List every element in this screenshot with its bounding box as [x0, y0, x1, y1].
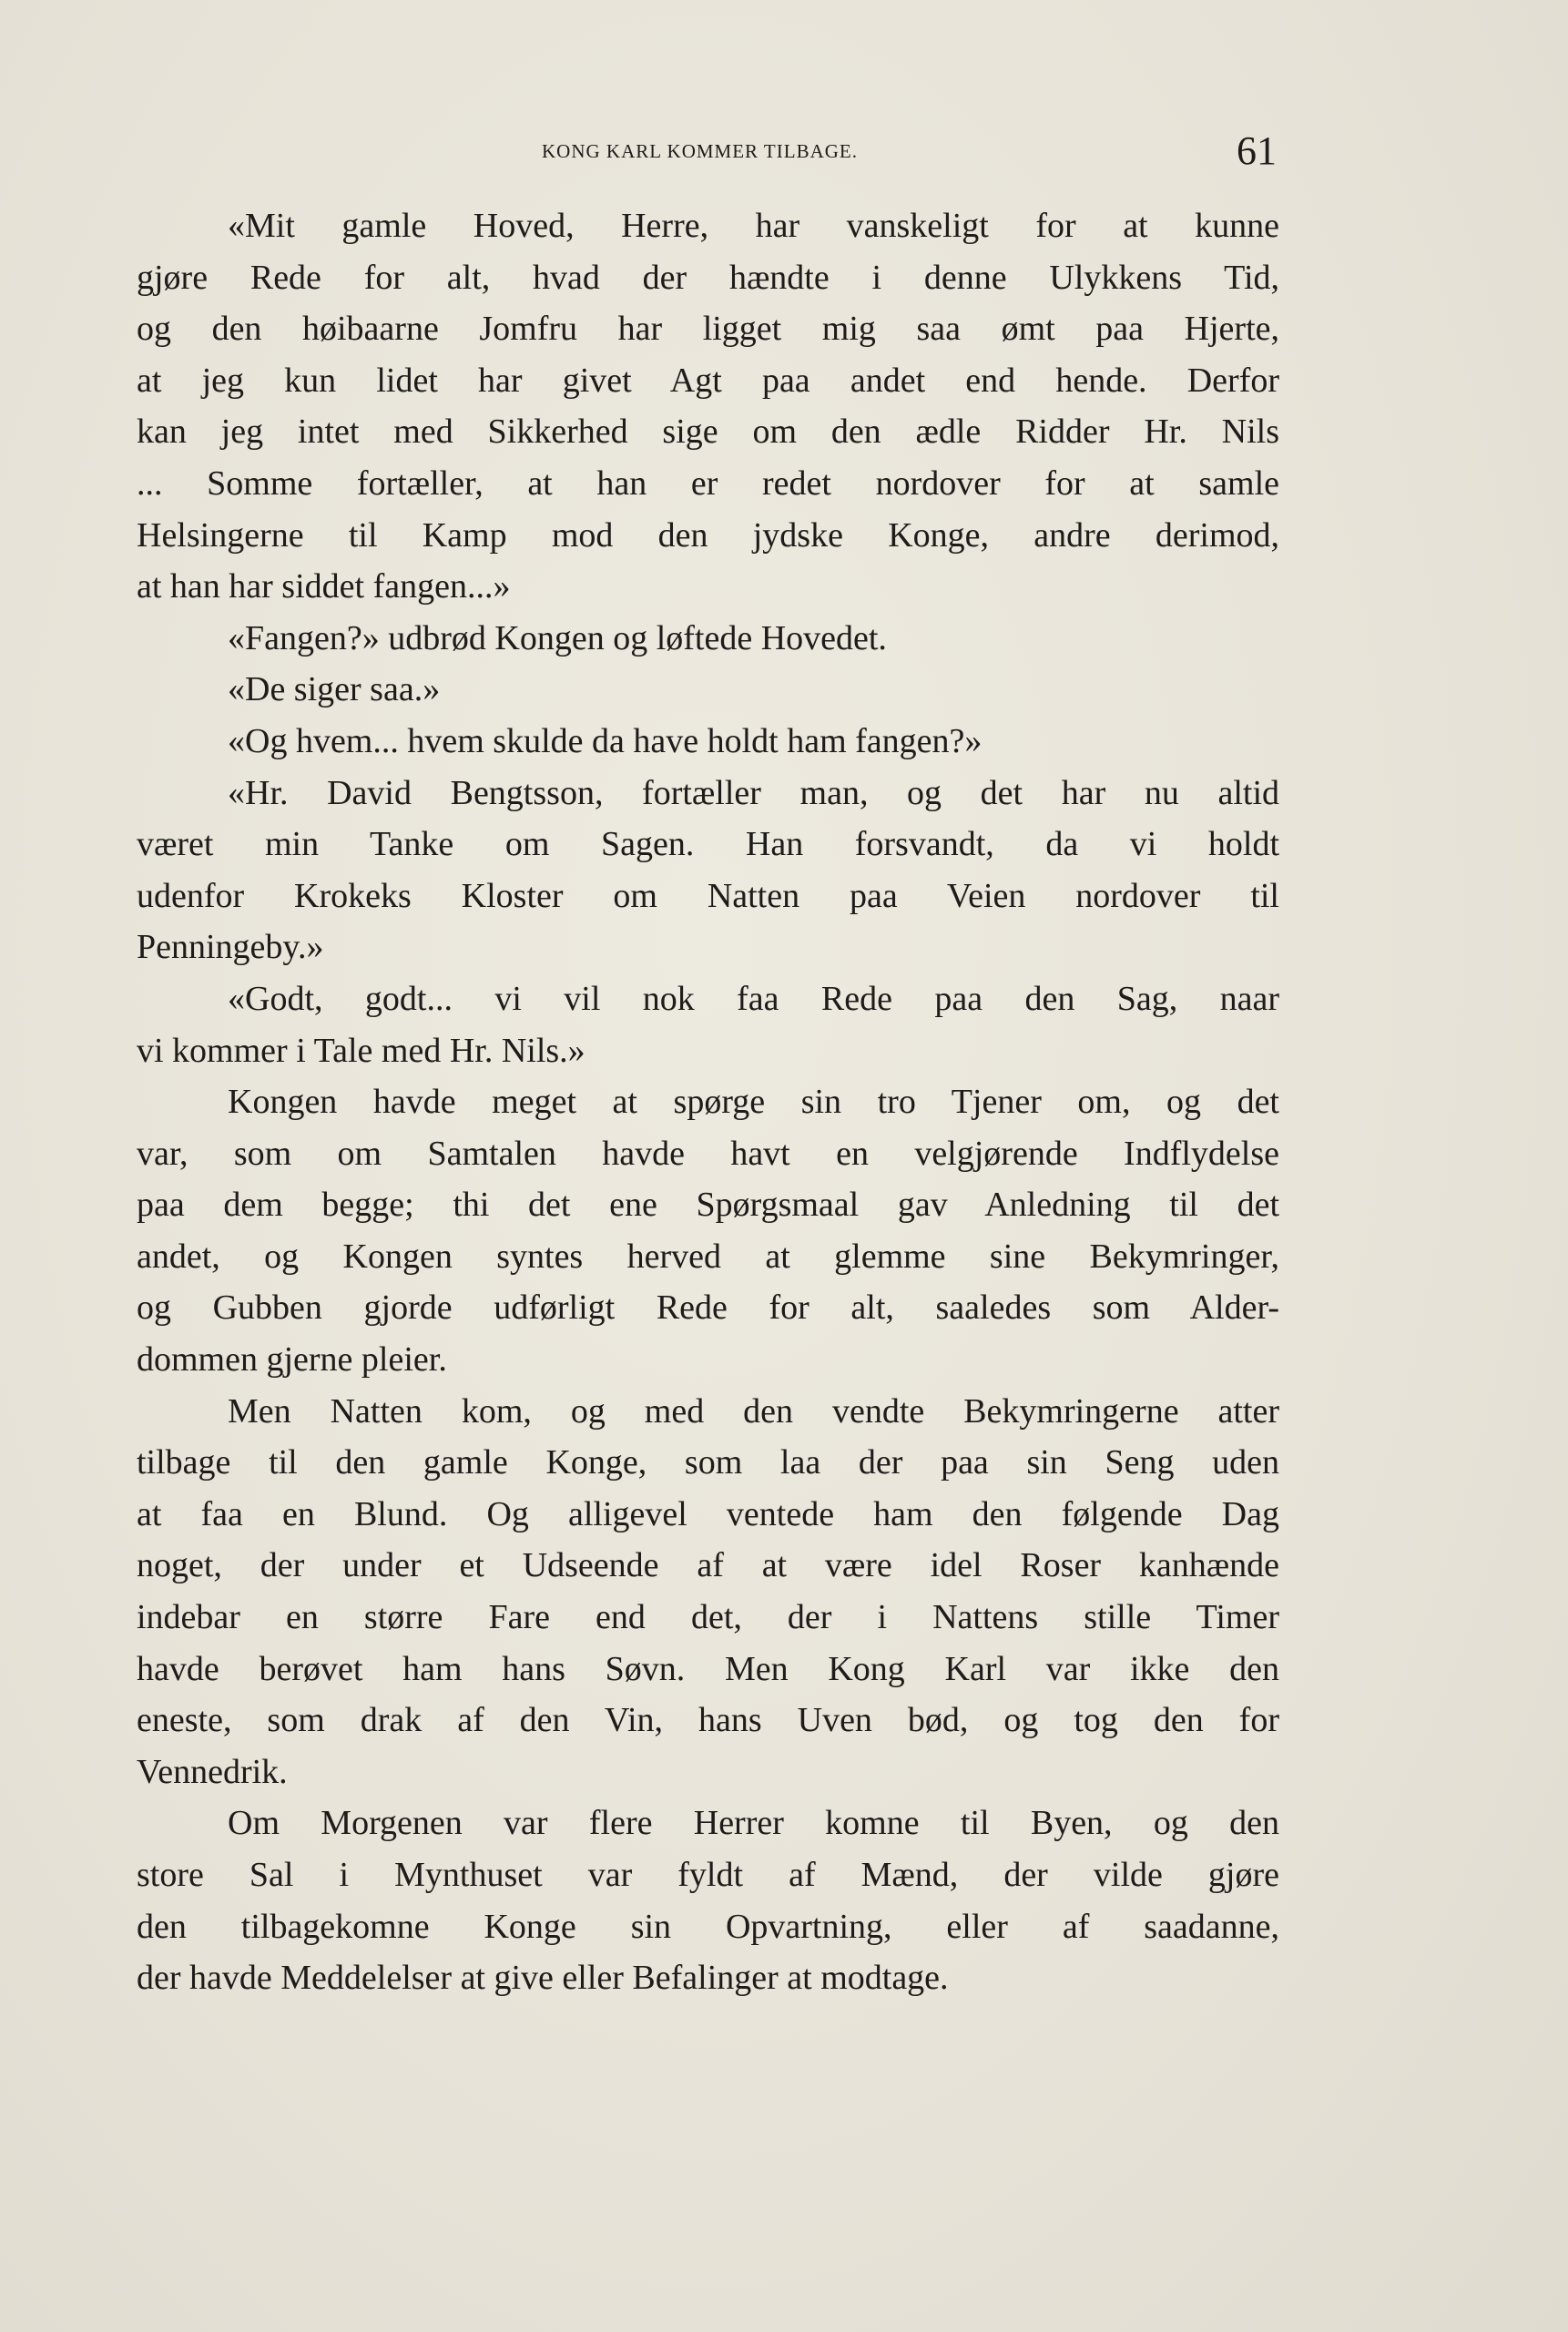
text-line: havde berøvet ham hans Søvn. Men Kong Karl var ikke den — [137, 1649, 1279, 1688]
text-line: den tilbagekomne Konge sin Opvartning, eller af saadanne, — [137, 1907, 1279, 1946]
text-line: indebar en større Fare end det, der i Nattens stille Timer — [137, 1598, 1279, 1637]
text-line: og Gubben gjorde udførligt Rede for alt, saaledes som Alder- — [137, 1288, 1279, 1328]
page-header — [137, 127, 1284, 182]
text-line: paa dem begge; thi det ene Spørgsmaal gav Anledning til det — [137, 1186, 1279, 1225]
text-line: Om Morgenen var flere Herrer komne til Byen, og den — [228, 1804, 1279, 1843]
page-number: 61 — [1237, 128, 1277, 173]
text-line: andet, og Kongen syntes herved at glemme sine Bekymringer, — [137, 1237, 1279, 1276]
text-line: at han har siddet fangen...» — [137, 567, 511, 606]
text-line: Helsingerne til Kamp mod den jydske Konge, andre derimod, — [137, 515, 1279, 555]
text-line: og den høibaarne Jomfru har ligget mig saa ømt paa Hjerte, — [137, 310, 1279, 349]
text-line: «Hr. David Bengtsson, fortæller man, og det har nu altid — [228, 773, 1279, 812]
text-line: Vennedrik. — [137, 1752, 288, 1791]
text-line: Men Natten kom, og med den vendte Bekymringerne atter — [228, 1391, 1279, 1431]
text-line: store Sal i Mynthuset var fyldt af Mænd, der vilde gjøre — [137, 1856, 1279, 1894]
text-line: vi kommer i Tale med Hr. Nils.» — [137, 1031, 585, 1070]
text-line: «Mit gamle Hoved, Herre, har vanskeligt for at kunne — [228, 207, 1279, 245]
text-line: at jeg kun lidet har givet Agt paa andet end hende. Derfor — [137, 361, 1279, 400]
text-line: ... Somme fortæller, at han er redet nordover for at samle — [137, 463, 1279, 503]
text-line: været min Tanke om Sagen. Han forsvandt, da vi holdt — [137, 825, 1279, 864]
running-title: KONG KARL KOMMER TILBAGE. — [542, 140, 858, 162]
text-line: eneste, som drak af den Vin, hans Uven bød, og tog den for — [137, 1701, 1279, 1740]
text-line: «Godt, godt... vi vil nok faa Rede paa den Sag, naar — [228, 979, 1279, 1018]
text-line: at faa en Blund. Og alligevel ventede ham den følgende Dag — [137, 1494, 1279, 1533]
text-line: tilbage til den gamle Konge, som laa der paa sin Seng uden — [137, 1443, 1279, 1482]
text-line: var, som om Samtalen havde havt en velgjørende Indflydelse — [137, 1134, 1279, 1173]
text-line: «De siger saa.» — [228, 670, 441, 709]
text-line: kan jeg intet med Sikkerhed sige om den ædle Ridder Hr. Nils — [137, 412, 1279, 452]
body-text — [137, 200, 1279, 2004]
text-line: der havde Meddelelser at give eller Befalinger at modtage. — [137, 1959, 949, 1998]
text-line: «Fangen?» udbrød Kongen og løftede Hovedet. — [228, 618, 887, 657]
text-line: «Og hvem... hvem skulde da have holdt ham fangen?» — [228, 721, 983, 760]
text-line: gjøre Rede for alt, hvad der hændte i denne Ulykkens Tid, — [137, 258, 1279, 297]
text-line: udenfor Krokeks Kloster om Natten paa Veien nordover til — [137, 876, 1279, 915]
text-line: Penningeby.» — [137, 928, 324, 967]
text-line: Kongen havde meget at spørge sin tro Tjener om, og det — [228, 1083, 1279, 1122]
text-line: noget, der under et Udseende af at være idel Roser kanhænde — [137, 1546, 1279, 1585]
text-line: dommen gjerne pleier. — [137, 1340, 447, 1380]
